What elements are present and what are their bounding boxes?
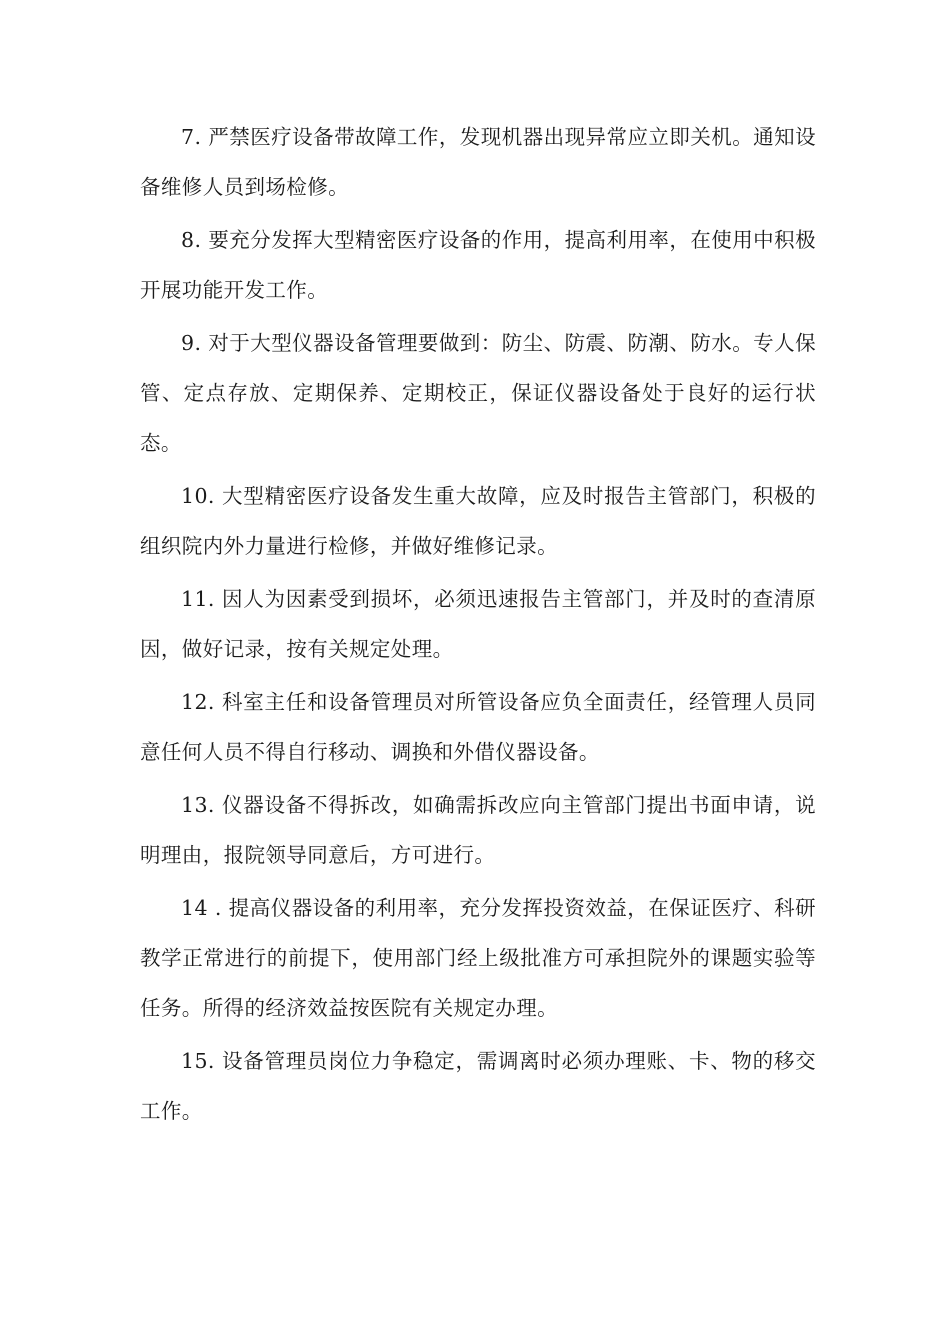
paragraph-item-8: 8. 要充分发挥大型精密医疗设备的作用，提高利用率，在使用中积极开展功能开发工作。 xyxy=(140,228,816,302)
paragraph-item-10: 10. 大型精密医疗设备发生重大故障，应及时报告主管部门，积极的组织院内外力量进行检修，并做好维修记录。 xyxy=(140,484,816,558)
paragraph-item-14: 14 . 提高仪器设备的利用率，充分发挥投资效益，在保证医疗、科研教学正常进行的前提下，使用部门经上级批准方可承担院外的课题实验等任务。所得的经济效益按医院有关规定办理。 xyxy=(140,896,816,1020)
paragraph-item-15: 15. 设备管理员岗位力争稳定，需调离时必须办理账、卡、物的移交工作。 xyxy=(140,1049,816,1123)
paragraph-item-9: 9. 对于大型仪器设备管理要做到：防尘、防震、防潮、防水。专人保管、定点存放、定期保养、定期校正，保证仪器设备处于良好的运行状态。 xyxy=(140,331,816,455)
document-body xyxy=(140,112,816,1139)
paragraph-item-7: 7. 严禁医疗设备带故障工作，发现机器出现异常应立即关机。通知设备维修人员到场检修。 xyxy=(140,125,816,199)
paragraph-item-13: 13. 仪器设备不得拆改，如确需拆改应向主管部门提出书面申请，说明理由，报院领导同意后，方可进行。 xyxy=(140,793,816,867)
paragraph-item-12: 12. 科室主任和设备管理员对所管设备应负全面责任，经管理人员同意任何人员不得自行移动、调换和外借仪器设备。 xyxy=(140,690,816,764)
paragraph-item-11: 11. 因人为因素受到损坏，必须迅速报告主管部门，并及时的查清原因，做好记录，按有关规定处理。 xyxy=(140,587,816,661)
